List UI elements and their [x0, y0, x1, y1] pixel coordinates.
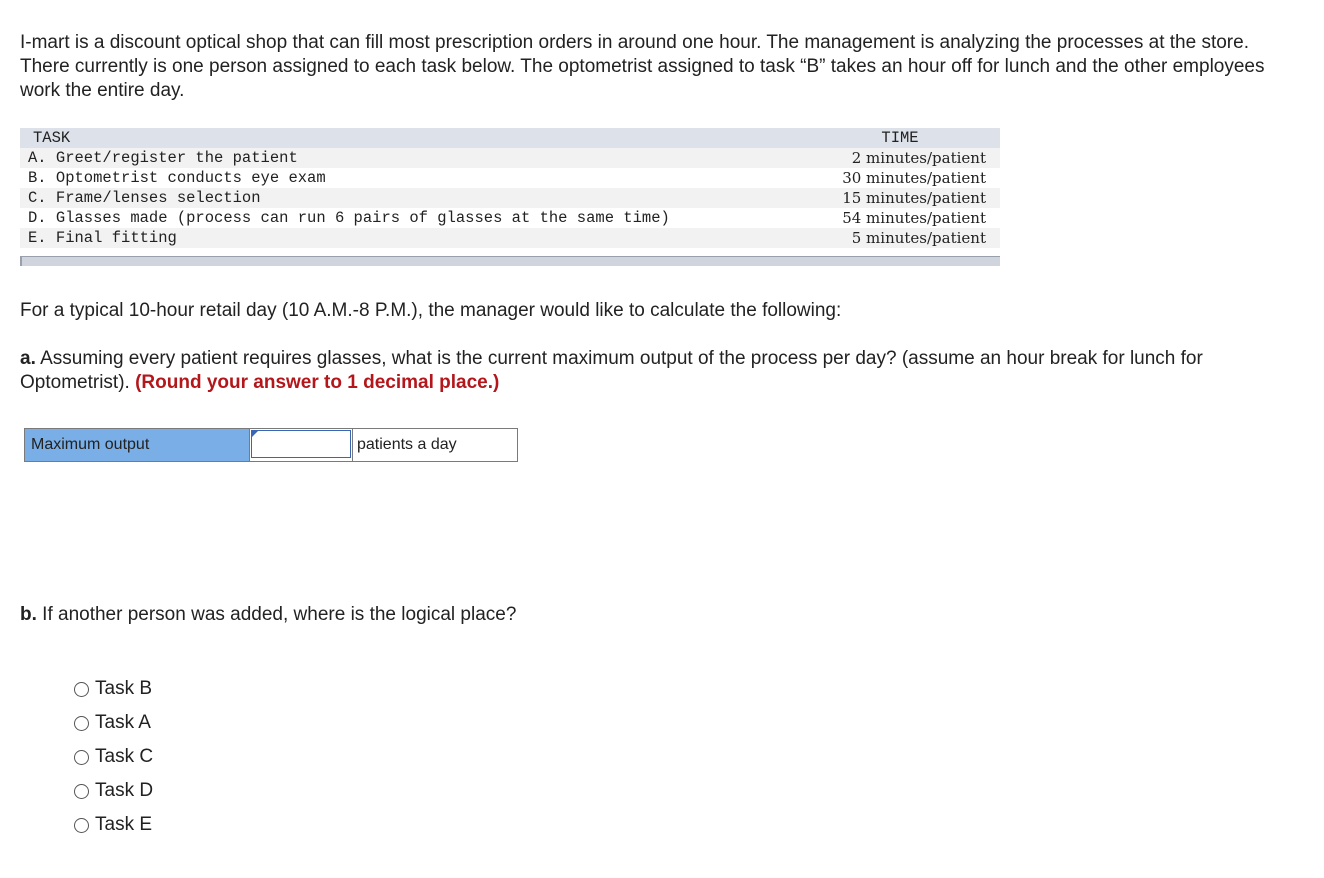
question-b	[20, 603, 1270, 627]
option-label: Task A	[95, 712, 151, 733]
question-b-prefix: b.	[20, 604, 37, 625]
maximum-output-input[interactable]	[251, 430, 351, 458]
radio-button[interactable]	[74, 818, 89, 833]
table-row	[20, 188, 1000, 208]
answer-row	[24, 428, 518, 462]
option-label: Task D	[95, 780, 154, 801]
task-table-header	[20, 128, 1000, 148]
time-cell: 30 minutes/patient	[842, 169, 986, 187]
task-cell: A. Greet/register the patient	[28, 149, 298, 167]
task-cell: D. Glasses made (process can run 6 pairs of glasses at the same time)	[28, 209, 670, 227]
task-cell: E. Final fitting	[28, 229, 177, 247]
option-task-e[interactable]	[74, 808, 153, 842]
answer-options	[74, 672, 153, 842]
answer-unit: patients a day	[357, 436, 457, 453]
option-label: Task E	[95, 814, 153, 835]
header-time: TIME	[881, 129, 919, 147]
table-row	[20, 168, 1000, 188]
option-task-d[interactable]	[74, 774, 153, 808]
radio-button[interactable]	[74, 784, 89, 799]
question-a-text: Assuming every patient requires glasses, what is the current maximum output of the process per day? (assume an hour break for lunch for Optometrist).	[20, 348, 1203, 393]
time-cell: 54 minutes/patient	[842, 209, 986, 227]
answer-label: Maximum output	[25, 429, 250, 461]
question-b-text: If another person was added, where is the logical place?	[36, 604, 517, 625]
task-cell: C. Frame/lenses selection	[28, 189, 261, 207]
table-row	[20, 148, 1000, 168]
radio-button[interactable]	[74, 682, 89, 697]
time-cell: 2 minutes/patient	[851, 149, 986, 167]
context-text: For a typical 10-hour retail day (10 A.M.-8 P.M.), the manager would like to calculate the following:	[20, 300, 842, 321]
question-a-prefix: a.	[20, 348, 36, 369]
header-task: TASK	[33, 129, 71, 147]
task-table	[20, 128, 1000, 266]
table-row	[20, 228, 1000, 248]
table-row	[20, 208, 1000, 228]
time-cell: 5 minutes/patient	[851, 229, 986, 247]
option-task-a[interactable]	[74, 706, 153, 740]
task-cell: B. Optometrist conducts eye exam	[28, 169, 326, 187]
answer-input-wrapper	[250, 429, 353, 461]
time-cell: 15 minutes/patient	[842, 189, 986, 207]
option-label: Task B	[95, 678, 153, 699]
task-table-body	[20, 148, 1000, 248]
radio-button[interactable]	[74, 750, 89, 765]
rounding-instruction: (Round your answer to 1 decimal place.)	[135, 372, 500, 393]
option-task-c[interactable]	[74, 740, 153, 774]
option-task-b[interactable]	[74, 672, 153, 706]
table-footer-divider	[20, 256, 1000, 266]
input-flag-icon	[251, 430, 259, 438]
problem-intro: I-mart is a discount optical shop that can fill most prescription orders in around one hour. The management is analyzing the processes at the store. There currently is one person assigned to each task below. The optometrist assigned to task “B” takes an hour off for lunch and the other employees work the entire day.	[20, 32, 1265, 101]
option-label: Task C	[95, 746, 154, 767]
radio-button[interactable]	[74, 716, 89, 731]
question-a	[20, 347, 1270, 395]
